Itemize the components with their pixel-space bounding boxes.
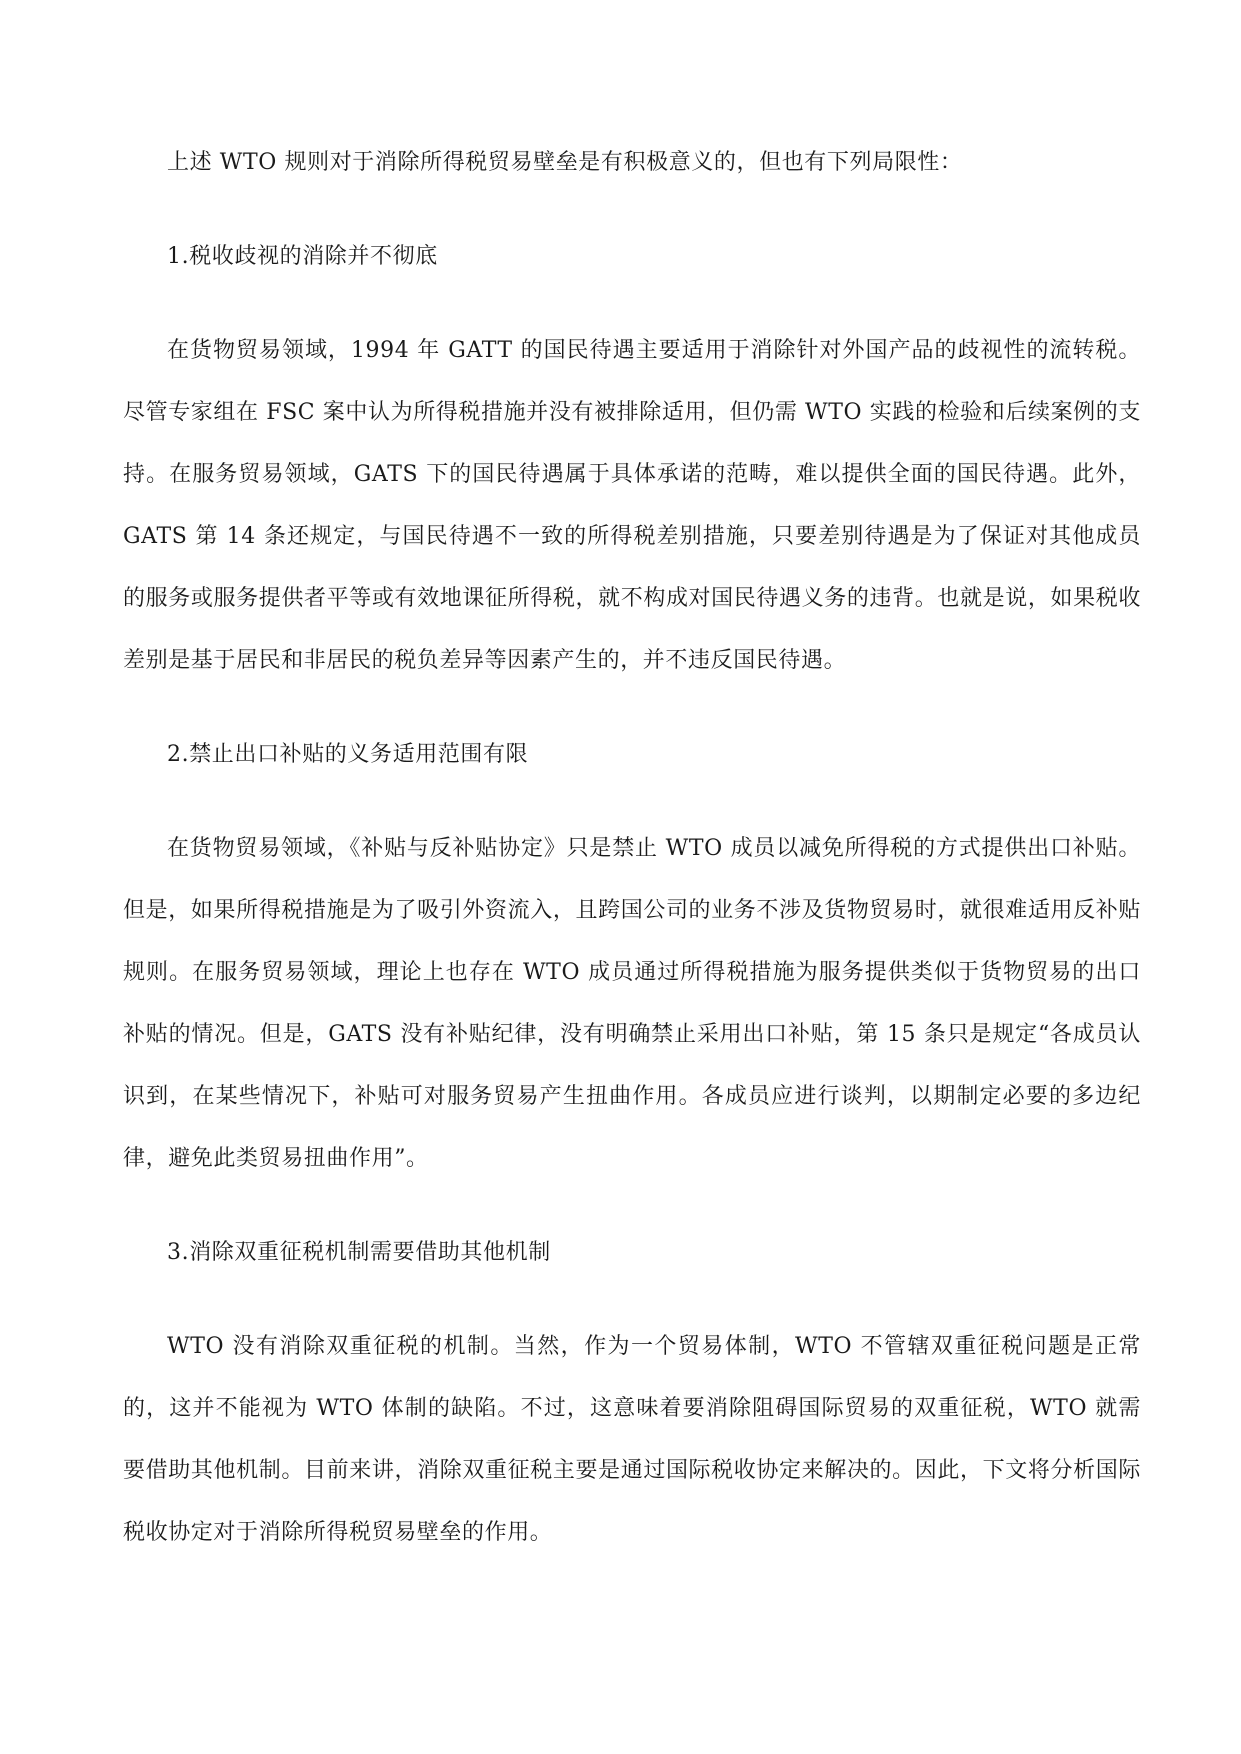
section-1-body-block: [123, 320, 1141, 692]
section-heading: 2.禁止出口补贴的义务适用范围有限: [167, 742, 529, 767]
document-body: [123, 132, 1141, 1596]
section-2-body-block: [123, 818, 1141, 1190]
intro-block: [123, 132, 1141, 194]
section-2-heading-block: [123, 724, 1141, 786]
section-paragraph: 在货物贸易领域，1994 年 GATT 的国民待遇主要适用于消除针对外国产品的歧视性的流转税。尽管专家组在 FSC 案中认为所得税措施并没有被排除适用，但仍需 WTO 实践的检验和后续案例的支持。在服务贸易领域，GATS 下的国民待遇属于具体承诺的范畴，难以提供全面的国民待遇。此外，GATS 第 14 条还规定，与国民待遇不一致的所得税差别措施，只要差别待遇是为了保证对其他成员的服务或服务提供者平等或有效地课征所得税，就不构成对国民待遇义务的违背。也就是说，如果税收差别是基于居民和非居民的税负差异等因素产生的，并不违反国民待遇。: [123, 338, 1141, 673]
section-1-heading-block: [123, 226, 1141, 288]
section-heading: 1.税收歧视的消除并不彻底: [167, 244, 438, 269]
section-heading: 3.消除双重征税机制需要借助其他机制: [167, 1240, 551, 1265]
intro-paragraph: 上述 WTO 规则对于消除所得税贸易壁垒是有积极意义的，但也有下列局限性：: [167, 150, 963, 175]
section-paragraph: 在货物贸易领域，《补贴与反补贴协定》只是禁止 WTO 成员以减免所得税的方式提供出口补贴。但是，如果所得税措施是为了吸引外资流入，且跨国公司的业务不涉及货物贸易时，就很难适用反补贴规则。在服务贸易领域，理论上也存在 WTO 成员通过所得税措施为服务提供类似于货物贸易的出口补贴的情况。但是，GATS 没有补贴纪律，没有明确禁止采用出口补贴，第 15 条只是规定“各成员认识到，在某些情况下，补贴可对服务贸易产生扭曲作用。各成员应进行谈判，以期制定必要的多边纪律，避免此类贸易扭曲作用”。: [123, 836, 1141, 1171]
section-paragraph: WTO 没有消除双重征税的机制。当然，作为一个贸易体制，WTO 不管辖双重征税问题是正常的，这并不能视为 WTO 体制的缺陷。不过，这意味着要消除阻碍国际贸易的双重征税，WTO 就需要借助其他机制。目前来讲，消除双重征税主要是通过国际税收协定来解决的。因此，下文将分析国际税收协定对于消除所得税贸易壁垒的作用。: [123, 1334, 1141, 1545]
section-3-body-block: [123, 1316, 1141, 1564]
section-3-heading-block: [123, 1222, 1141, 1284]
